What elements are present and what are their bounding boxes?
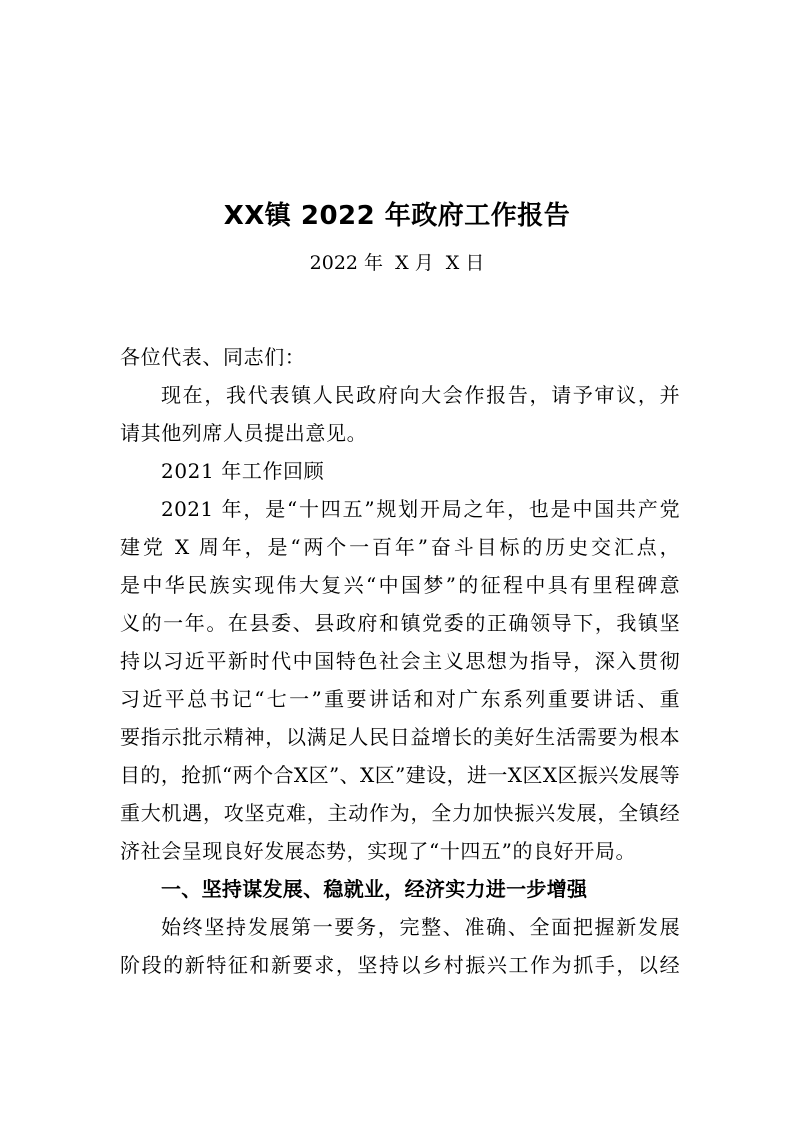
section-subtitle: 2021 年工作回顾 (161, 459, 325, 483)
paragraph-line: 始终坚持发展第一要务，完整、准确、全面把握新发展 (161, 915, 680, 939)
paragraph-line: 请其他列席人员提出意见。 (120, 421, 368, 445)
paragraph-line: 济社会呈现良好发展态势，实现了“十四五”的良好开局。 (120, 839, 637, 863)
paragraph-line: 习近平总书记“七一”重要讲话和对广东系列重要讲话、重 (120, 687, 680, 711)
paragraph-line: 重大机遇，攻坚克难，主动作为，全力加快振兴发展，全镇经 (120, 801, 680, 825)
paragraph-line: 要指示批示精神，以满足人民日益增长的美好生活需要为根本 (120, 725, 680, 749)
salutation: 各位代表、同志们： (120, 345, 306, 369)
document-date: 2022 年 X 月 X 日 (309, 252, 485, 274)
paragraph-line: 目的，抢抓“两个合X区”、X区”建设，进一X区X区振兴发展等 (120, 763, 680, 787)
paragraph-line: 是中华民族实现伟大复兴“中国梦”的征程中具有里程碑意 (120, 573, 680, 597)
section-heading: 一、坚持谋发展、稳就业，经济实力进一步增强 (161, 877, 588, 901)
paragraph-line: 持以习近平新时代中国特色社会主义思想为指导，深入贯彻 (120, 649, 680, 673)
paragraph-line: 2021 年，是“十四五”规划开局之年，也是中国共产党 (161, 497, 680, 521)
paragraph-line: 义的一年。在县委、县政府和镇党委的正确领导下，我镇坚 (120, 611, 680, 635)
paragraph-line: 现在，我代表镇人民政府向大会作报告，请予审议，并 (161, 383, 680, 407)
document-body (120, 338, 680, 984)
paragraph-line: 建党 X 周年，是“两个一百年”奋斗目标的历史交汇点， (120, 535, 680, 559)
document-title: XX镇 2022 年政府工作报告 (223, 201, 571, 231)
paragraph-line: 阶段的新特征和新要求，坚持以乡村振兴工作为抓手，以经 (120, 953, 680, 977)
